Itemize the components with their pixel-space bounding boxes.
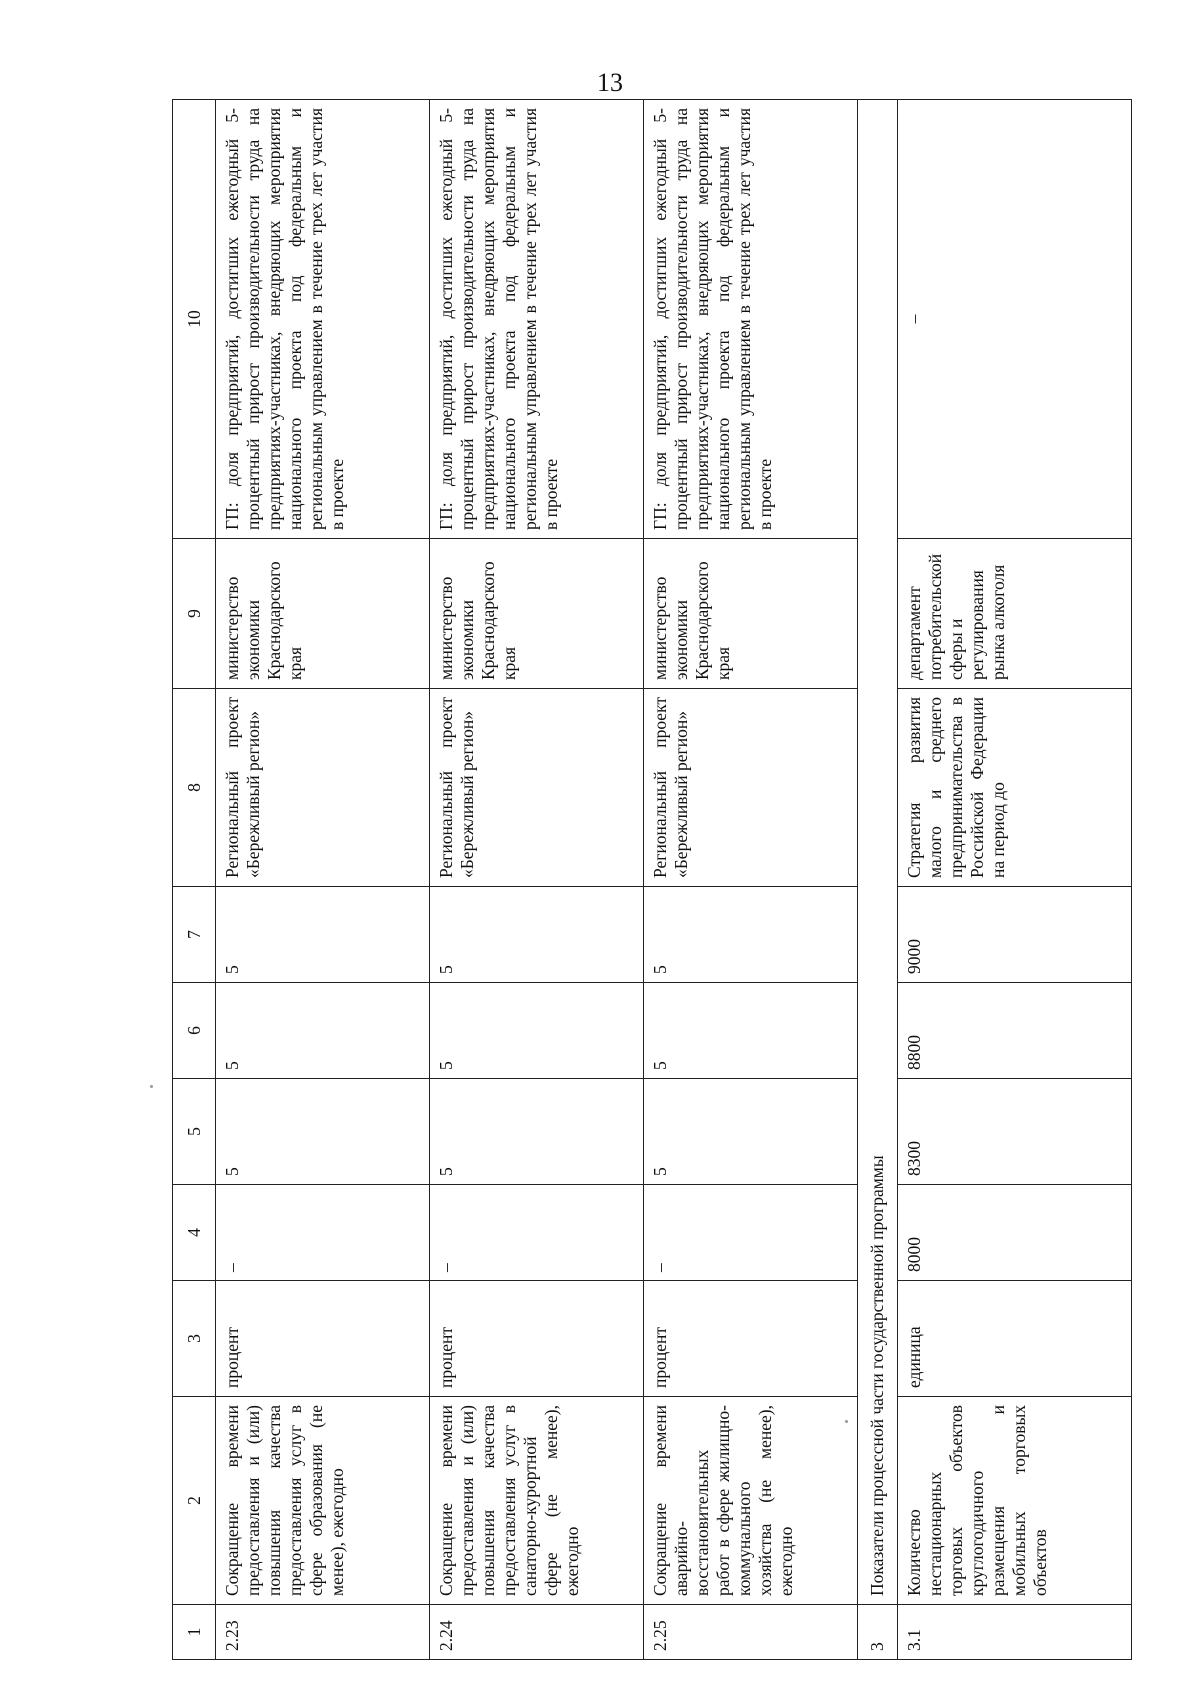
- indicator-name: Сокращение времени предоставления и (или) повышения качества предоставления услуг в сфере образования (не менее), ежегодно: [216, 1397, 430, 1605]
- row-number: 3.1: [898, 1605, 1132, 1660]
- row-number: 2.23: [216, 1605, 430, 1660]
- scan-speck: [150, 1085, 153, 1088]
- value-col4: –: [644, 1185, 858, 1281]
- section-title: Показатели процессной части государственной программы: [858, 100, 898, 1605]
- indicator-name: Сокращение времени аварийно-восстановительных работ в сфере жилищно-коммунального хозяйства (не менее), ежегодно: [644, 1397, 858, 1605]
- page-number: 13: [597, 68, 623, 97]
- header-row: [173, 100, 216, 1660]
- indicators-table: [172, 99, 1132, 1660]
- value-col5: 5: [644, 1079, 858, 1185]
- row-number: 2.25: [644, 1605, 858, 1660]
- responsible: министерство экономики Краснодарского края: [430, 539, 644, 689]
- table-row: [898, 100, 1132, 1660]
- note: ГП: доля предприятий, достигших ежегодный 5-процентный прирост производительности труда на предприятиях-участниках, внедряющих мероприятия национального проекта под федеральным и региональным управлением в течение трех лет участия в проекте: [216, 100, 430, 539]
- column-number: 7: [173, 887, 216, 983]
- note: ГП: доля предприятий, достигших ежегодный 5-процентный прирост производительности труда на предприятиях-участниках, внедряющих мероприятия национального проекта под федеральным и региональным управлением в течение трех лет участия в проекте: [644, 100, 858, 539]
- column-number: 4: [173, 1185, 216, 1281]
- value-col5: 8300: [898, 1079, 1132, 1185]
- value-col4: –: [430, 1185, 644, 1281]
- responsible: департамент потребительской сферы и регулирования рынка алкоголя: [898, 539, 1132, 689]
- column-number: 10: [173, 100, 216, 539]
- basis: Стратегия развития малого и среднего предпринимательства в Российской Федерации на период до: [898, 689, 1132, 887]
- table-row: [644, 100, 858, 1660]
- unit: процент: [216, 1281, 430, 1397]
- value-col5: 5: [430, 1079, 644, 1185]
- section-row: [858, 100, 898, 1660]
- column-number: 2: [173, 1397, 216, 1605]
- rotated-table-container: [172, 100, 1132, 1660]
- unit: единица: [898, 1281, 1132, 1397]
- value-col4: 8000: [898, 1185, 1132, 1281]
- column-number: 5: [173, 1079, 216, 1185]
- value-col6: 8800: [898, 983, 1132, 1079]
- value-col5: 5: [216, 1079, 430, 1185]
- table-row: [430, 100, 644, 1660]
- basis: Региональный проект «Бережливый регион»: [644, 689, 858, 887]
- unit: процент: [644, 1281, 858, 1397]
- value-col4: –: [216, 1185, 430, 1281]
- indicator-name: Количество нестационарных торговых объектов круглогодичного размещения и мобильных торговых объектов: [898, 1397, 1132, 1605]
- column-number: 8: [173, 689, 216, 887]
- responsible: министерство экономики Краснодарского края: [216, 539, 430, 689]
- value-col7: 5: [430, 887, 644, 983]
- value-col6: 5: [216, 983, 430, 1079]
- basis: Региональный проект «Бережливый регион»: [216, 689, 430, 887]
- indicator-name: Сокращение времени предоставления и (или) повышения качества предоставления услуг в санаторно-курортной сфере (не менее), ежегодно: [430, 1397, 644, 1605]
- responsible: министерство экономики Краснодарского края: [644, 539, 858, 689]
- column-number: 6: [173, 983, 216, 1079]
- section-number: 3: [858, 1605, 898, 1660]
- row-number: 2.24: [430, 1605, 644, 1660]
- value-col7: 5: [644, 887, 858, 983]
- column-number: 9: [173, 539, 216, 689]
- value-col7: 9000: [898, 887, 1132, 983]
- unit: процент: [430, 1281, 644, 1397]
- value-col6: 5: [430, 983, 644, 1079]
- note: ГП: доля предприятий, достигших ежегодный 5-процентный прирост производительности труда на предприятиях-участниках, внедряющих мероприятия национального проекта под федеральным и региональным управлением в течение трех лет участия в проекте: [430, 100, 644, 539]
- column-number: 3: [173, 1281, 216, 1397]
- value-col7: 5: [216, 887, 430, 983]
- note: –: [898, 100, 1132, 539]
- column-number: 1: [173, 1605, 216, 1660]
- table-row: [216, 100, 430, 1660]
- value-col6: 5: [644, 983, 858, 1079]
- basis: Региональный проект «Бережливый регион»: [430, 689, 644, 887]
